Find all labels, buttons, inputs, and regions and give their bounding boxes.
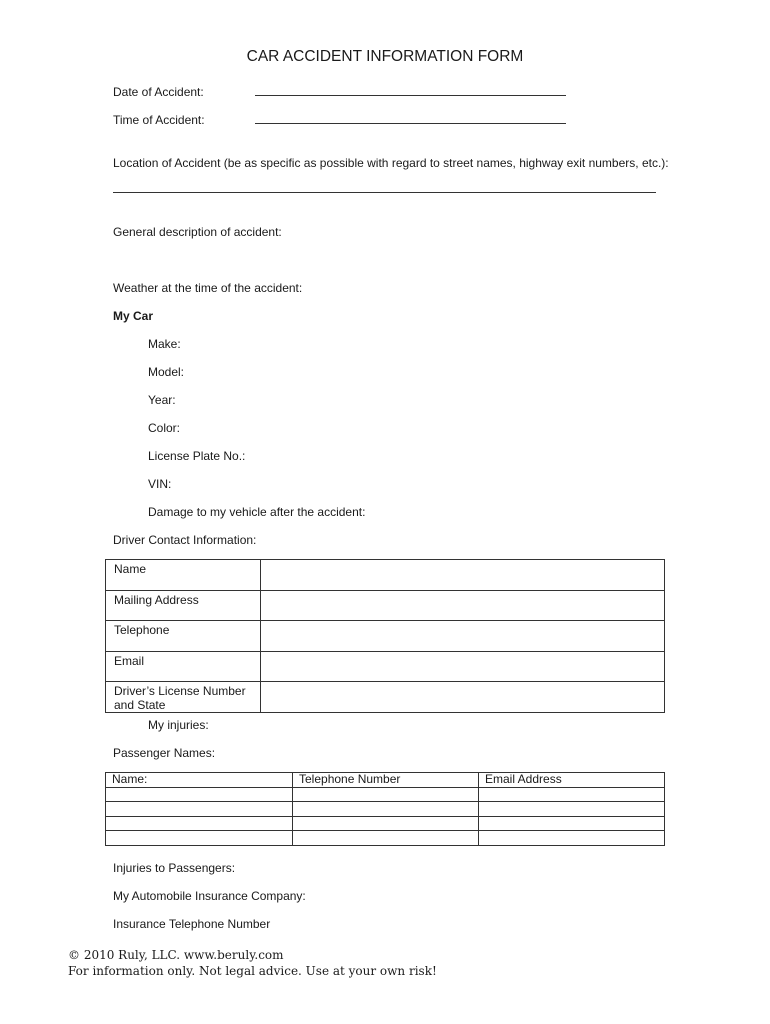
my-car-heading: My Car xyxy=(113,309,154,323)
driver-contact-heading: Driver Contact Information: xyxy=(113,533,257,547)
license-label-line2: and State xyxy=(114,698,166,712)
passenger-email-cell[interactable] xyxy=(479,831,665,846)
location-label: Location of Accident (be as specific as possible with regard to street names, highway exit numbers, etc.): xyxy=(113,156,669,170)
passenger-name-header: Name: xyxy=(106,773,293,788)
passenger-names-heading: Passenger Names: xyxy=(113,746,216,760)
date-label: Date of Accident: xyxy=(113,85,204,99)
driver-name-field[interactable] xyxy=(261,560,665,591)
passenger-telephone-header: Telephone Number xyxy=(293,773,479,788)
passenger-name-cell[interactable] xyxy=(106,802,293,817)
driver-license-label xyxy=(106,682,261,713)
driver-address-label: Mailing Address xyxy=(106,590,261,621)
passenger-email-header: Email Address xyxy=(479,773,665,788)
time-field-line[interactable] xyxy=(255,123,566,124)
table-row xyxy=(106,651,665,682)
driver-telephone-label: Telephone xyxy=(106,621,261,652)
footer-copyright: © 2010 Ruly, LLC. www.beruly.com xyxy=(68,948,284,962)
passenger-email-cell[interactable] xyxy=(479,816,665,831)
license-label-line1: Driver’s License Number xyxy=(114,684,246,698)
weather-label: Weather at the time of the accident: xyxy=(113,281,303,295)
table-row xyxy=(106,590,665,621)
driver-address-field[interactable] xyxy=(261,590,665,621)
passenger-email-cell[interactable] xyxy=(479,787,665,802)
insurance-company-label: My Automobile Insurance Company: xyxy=(113,889,306,903)
passenger-telephone-cell[interactable] xyxy=(293,831,479,846)
time-label: Time of Accident: xyxy=(113,113,205,127)
color-label: Color: xyxy=(148,421,181,435)
insurance-telephone-label: Insurance Telephone Number xyxy=(113,917,271,931)
passenger-telephone-cell[interactable] xyxy=(293,816,479,831)
passenger-name-cell[interactable] xyxy=(106,787,293,802)
table-row xyxy=(106,621,665,652)
table-row xyxy=(106,560,665,591)
driver-contact-table xyxy=(105,559,665,713)
make-label: Make: xyxy=(148,337,181,351)
footer-disclaimer: For information only. Not legal advice. Use at your own risk! xyxy=(68,964,437,978)
table-header-row xyxy=(106,773,665,788)
table-row xyxy=(106,816,665,831)
driver-email-label: Email xyxy=(106,651,261,682)
passenger-table xyxy=(105,772,665,846)
passenger-email-cell[interactable] xyxy=(479,802,665,817)
passenger-telephone-cell[interactable] xyxy=(293,802,479,817)
my-injuries-label: My injuries: xyxy=(148,718,209,732)
table-row xyxy=(106,682,665,713)
driver-name-label: Name xyxy=(106,560,261,591)
table-row xyxy=(106,831,665,846)
table-row xyxy=(106,787,665,802)
date-field-line[interactable] xyxy=(255,95,566,96)
year-label: Year: xyxy=(148,393,176,407)
passenger-telephone-cell[interactable] xyxy=(293,787,479,802)
passenger-name-cell[interactable] xyxy=(106,816,293,831)
driver-license-field[interactable] xyxy=(261,682,665,713)
table-row xyxy=(106,802,665,817)
passenger-injuries-label: Injuries to Passengers: xyxy=(113,861,236,875)
model-label: Model: xyxy=(148,365,185,379)
driver-email-field[interactable] xyxy=(261,651,665,682)
vin-label: VIN: xyxy=(148,477,172,491)
driver-telephone-field[interactable] xyxy=(261,621,665,652)
location-field-line[interactable] xyxy=(113,192,656,193)
plate-label: License Plate No.: xyxy=(148,449,246,463)
form-title: CAR ACCIDENT INFORMATION FORM xyxy=(246,48,524,65)
description-label: General description of accident: xyxy=(113,225,282,239)
damage-label: Damage to my vehicle after the accident: xyxy=(148,505,366,519)
passenger-name-cell[interactable] xyxy=(106,831,293,846)
